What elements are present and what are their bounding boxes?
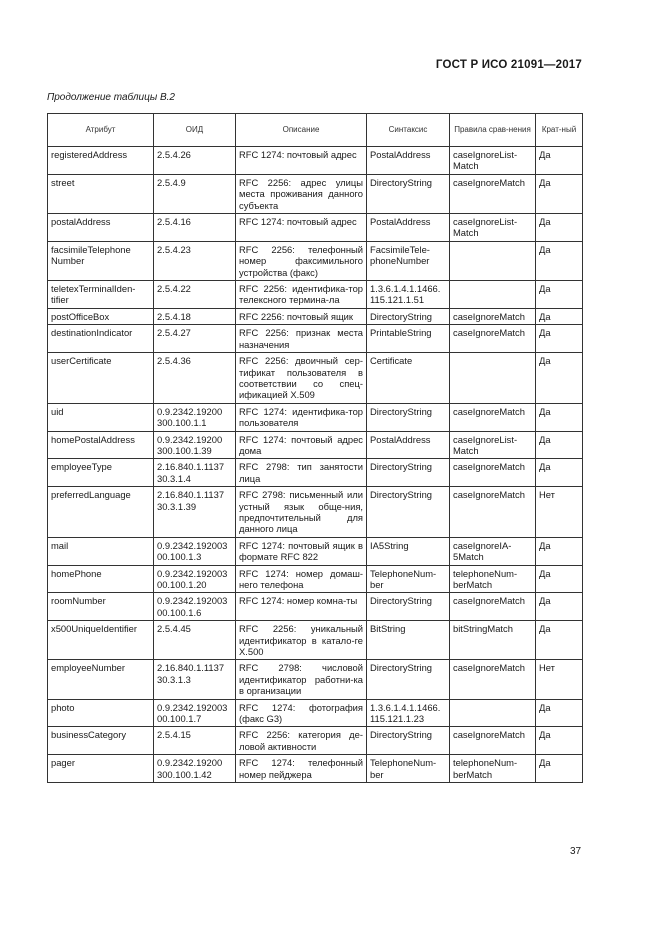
cell-oid: 0.9.2342.192003 00.100.1.7 [154, 699, 236, 727]
cell-description: RFC 2256: почтовый ящик [236, 308, 367, 324]
table-row [48, 699, 583, 727]
cell-oid: 2.5.4.22 [154, 281, 236, 309]
cell-matching-rule: telephoneNum-berMatch [450, 565, 536, 593]
cell-description: RFC 1274: номер домаш-него телефона [236, 565, 367, 593]
cell-attribute: roomNumber [48, 593, 154, 621]
cell-multivalued: Да [536, 431, 583, 459]
cell-multivalued: Да [536, 537, 583, 565]
table-row [48, 281, 583, 309]
cell-attribute: mail [48, 537, 154, 565]
table-row [48, 431, 583, 459]
cell-multivalued: Да [536, 325, 583, 353]
table-row [48, 537, 583, 565]
cell-matching-rule [450, 281, 536, 309]
cell-description: RFC 2256: уникальный идентификатор в катало-ге X.500 [236, 621, 367, 660]
cell-description: RFC 2256: признак места назначения [236, 325, 367, 353]
standard-header: ГОСТ Р ИСО 21091—2017 [435, 59, 582, 71]
cell-matching-rule: caseIgnoreMatch [450, 459, 536, 487]
cell-attribute: postOfficeBox [48, 308, 154, 324]
cell-syntax: IA5String [367, 537, 450, 565]
cell-oid: 2.5.4.36 [154, 353, 236, 404]
cell-description: RFC 2256: двоичный сер-тификат пользователя в соответствии со спец-ификацией X.509 [236, 353, 367, 404]
cell-matching-rule [450, 353, 536, 404]
cell-matching-rule: caseIgnoreMatch [450, 325, 536, 353]
cell-syntax: PostalAddress [367, 147, 450, 175]
cell-matching-rule: caseIgnoreList-Match [450, 147, 536, 175]
cell-syntax: Certificate [367, 353, 450, 404]
cell-attribute: employeeNumber [48, 660, 154, 699]
table-row [48, 727, 583, 755]
table-row [48, 353, 583, 404]
cell-syntax: FacsimileTele-phoneNumber [367, 241, 450, 280]
cell-oid: 2.5.4.26 [154, 147, 236, 175]
cell-syntax: 1.3.6.1.4.1.1466. 115.121.1.51 [367, 281, 450, 309]
cell-matching-rule: caseIgnoreList-Match [450, 431, 536, 459]
cell-attribute: userCertificate [48, 353, 154, 404]
cell-matching-rule: caseIgnoreMatch [450, 487, 536, 538]
cell-syntax: DirectoryString [367, 403, 450, 431]
cell-syntax: 1.3.6.1.4.1.1466. 115.121.1.23 [367, 699, 450, 727]
cell-attribute: homePhone [48, 565, 154, 593]
cell-attribute: uid [48, 403, 154, 431]
table-row [48, 565, 583, 593]
cell-matching-rule: caseIgnoreMatch [450, 593, 536, 621]
cell-syntax: TelephoneNum-ber [367, 565, 450, 593]
cell-description: RFC 1274: телефонный номер пейджера [236, 755, 367, 783]
cell-multivalued: Да [536, 593, 583, 621]
column-header-attribute: Атрибут [48, 114, 154, 147]
table-row [48, 308, 583, 324]
column-header-description: Описание [236, 114, 367, 147]
cell-matching-rule: caseIgnoreMatch [450, 403, 536, 431]
cell-oid: 2.16.840.1.1137 30.3.1.4 [154, 459, 236, 487]
table-row [48, 403, 583, 431]
cell-multivalued: Да [536, 214, 583, 242]
cell-multivalued: Да [536, 699, 583, 727]
cell-description: RFC 1274: почтовый ящик в формате RFC 822 [236, 537, 367, 565]
cell-multivalued: Нет [536, 487, 583, 538]
cell-multivalued: Да [536, 459, 583, 487]
table-row [48, 487, 583, 538]
cell-syntax: PostalAddress [367, 431, 450, 459]
cell-syntax: DirectoryString [367, 174, 450, 213]
cell-description: RFC 1274: почтовый адрес [236, 147, 367, 175]
cell-multivalued: Да [536, 308, 583, 324]
cell-oid: 2.5.4.18 [154, 308, 236, 324]
column-header-syntax: Синтаксис [367, 114, 450, 147]
cell-oid: 2.5.4.9 [154, 174, 236, 213]
cell-multivalued: Да [536, 281, 583, 309]
cell-matching-rule: caseIgnoreMatch [450, 308, 536, 324]
cell-attribute: preferredLanguage [48, 487, 154, 538]
cell-description: RFC 2798: письменный или устный язык обще-ния, предпочтительный для данного лица [236, 487, 367, 538]
cell-oid: 0.9.2342.192003 00.100.1.3 [154, 537, 236, 565]
cell-syntax: DirectoryString [367, 459, 450, 487]
cell-description: RFC 1274: почтовый адрес дома [236, 431, 367, 459]
cell-matching-rule: telephoneNum-berMatch [450, 755, 536, 783]
cell-syntax: DirectoryString [367, 308, 450, 324]
cell-oid: 0.9.2342.19200 300.100.1.42 [154, 755, 236, 783]
cell-oid: 2.5.4.45 [154, 621, 236, 660]
cell-multivalued: Да [536, 403, 583, 431]
cell-oid: 2.5.4.27 [154, 325, 236, 353]
table-row [48, 147, 583, 175]
cell-description: RFC 2798: тип занятости лица [236, 459, 367, 487]
cell-multivalued: Да [536, 241, 583, 280]
cell-matching-rule: caseIgnoreList-Match [450, 214, 536, 242]
cell-matching-rule [450, 699, 536, 727]
cell-attribute: businessCategory [48, 727, 154, 755]
cell-oid: 0.9.2342.192003 00.100.1.6 [154, 593, 236, 621]
table-row [48, 174, 583, 213]
cell-attribute: registeredAddress [48, 147, 154, 175]
table-header-row [48, 114, 583, 147]
cell-multivalued: Да [536, 174, 583, 213]
cell-syntax: PostalAddress [367, 214, 450, 242]
cell-multivalued: Да [536, 621, 583, 660]
cell-multivalued: Да [536, 565, 583, 593]
cell-description: RFC 1274: идентифика-тор пользователя [236, 403, 367, 431]
cell-description: RFC 2256: адрес улицы места проживания данного субъекта [236, 174, 367, 213]
cell-attribute: employeeType [48, 459, 154, 487]
cell-multivalued: Да [536, 147, 583, 175]
cell-attribute: postalAddress [48, 214, 154, 242]
cell-description: RFC 1274: почтовый адрес [236, 214, 367, 242]
cell-matching-rule: caseIgnoreMatch [450, 174, 536, 213]
cell-oid: 2.5.4.16 [154, 214, 236, 242]
cell-syntax: BitString [367, 621, 450, 660]
cell-syntax: DirectoryString [367, 487, 450, 538]
cell-syntax: DirectoryString [367, 727, 450, 755]
cell-oid: 2.5.4.23 [154, 241, 236, 280]
cell-matching-rule: caseIgnoreMatch [450, 660, 536, 699]
cell-multivalued: Да [536, 755, 583, 783]
cell-syntax: TelephoneNum-ber [367, 755, 450, 783]
table-caption: Продолжение таблицы В.2 [47, 92, 175, 103]
cell-oid: 2.16.840.1.1137 30.3.1.39 [154, 487, 236, 538]
cell-attribute: facsimileTelephone Number [48, 241, 154, 280]
cell-description: RFC 2798: числовой идентификатор работни-ка в организации [236, 660, 367, 699]
table-row [48, 241, 583, 280]
cell-attribute: street [48, 174, 154, 213]
cell-oid: 2.16.840.1.1137 30.3.1.3 [154, 660, 236, 699]
cell-oid: 0.9.2342.19200 300.100.1.1 [154, 403, 236, 431]
cell-multivalued: Да [536, 353, 583, 404]
column-header-matching-rules: Правила срав-нения [450, 114, 536, 147]
cell-matching-rule: caseIgnoreMatch [450, 727, 536, 755]
cell-attribute: teletexTerminalIden-tifier [48, 281, 154, 309]
cell-description: RFC 1274: номер комна-ты [236, 593, 367, 621]
cell-oid: 0.9.2342.19200 300.100.1.39 [154, 431, 236, 459]
table-body [48, 147, 583, 783]
table-row [48, 214, 583, 242]
cell-attribute: photo [48, 699, 154, 727]
column-header-multivalued: Крат-ный [536, 114, 583, 147]
cell-description: RFC 2256: категория де-ловой активности [236, 727, 367, 755]
cell-matching-rule [450, 241, 536, 280]
attributes-table [47, 113, 583, 783]
cell-attribute: homePostalAddress [48, 431, 154, 459]
cell-multivalued: Да [536, 727, 583, 755]
cell-syntax: PrintableString [367, 325, 450, 353]
table-row [48, 621, 583, 660]
cell-oid: 2.5.4.15 [154, 727, 236, 755]
column-header-oid: ОИД [154, 114, 236, 147]
cell-description: RFC 2256: идентифика-тор телексного термина-ла [236, 281, 367, 309]
cell-syntax: DirectoryString [367, 593, 450, 621]
cell-attribute: x500UniqueIdentifier [48, 621, 154, 660]
table-row [48, 593, 583, 621]
cell-attribute: pager [48, 755, 154, 783]
table-row [48, 755, 583, 783]
cell-description: RFC 1274: фотография (факс G3) [236, 699, 367, 727]
cell-multivalued: Нет [536, 660, 583, 699]
table-row [48, 459, 583, 487]
page-number: 37 [570, 846, 582, 857]
cell-syntax: DirectoryString [367, 660, 450, 699]
table-row [48, 660, 583, 699]
cell-matching-rule: caseIgnoreIA-5Match [450, 537, 536, 565]
cell-matching-rule: bitStringMatch [450, 621, 536, 660]
cell-description: RFC 2256: телефонный номер факсимильного устройства (факс) [236, 241, 367, 280]
table-row [48, 325, 583, 353]
cell-oid: 0.9.2342.192003 00.100.1.20 [154, 565, 236, 593]
cell-attribute: destinationIndicator [48, 325, 154, 353]
